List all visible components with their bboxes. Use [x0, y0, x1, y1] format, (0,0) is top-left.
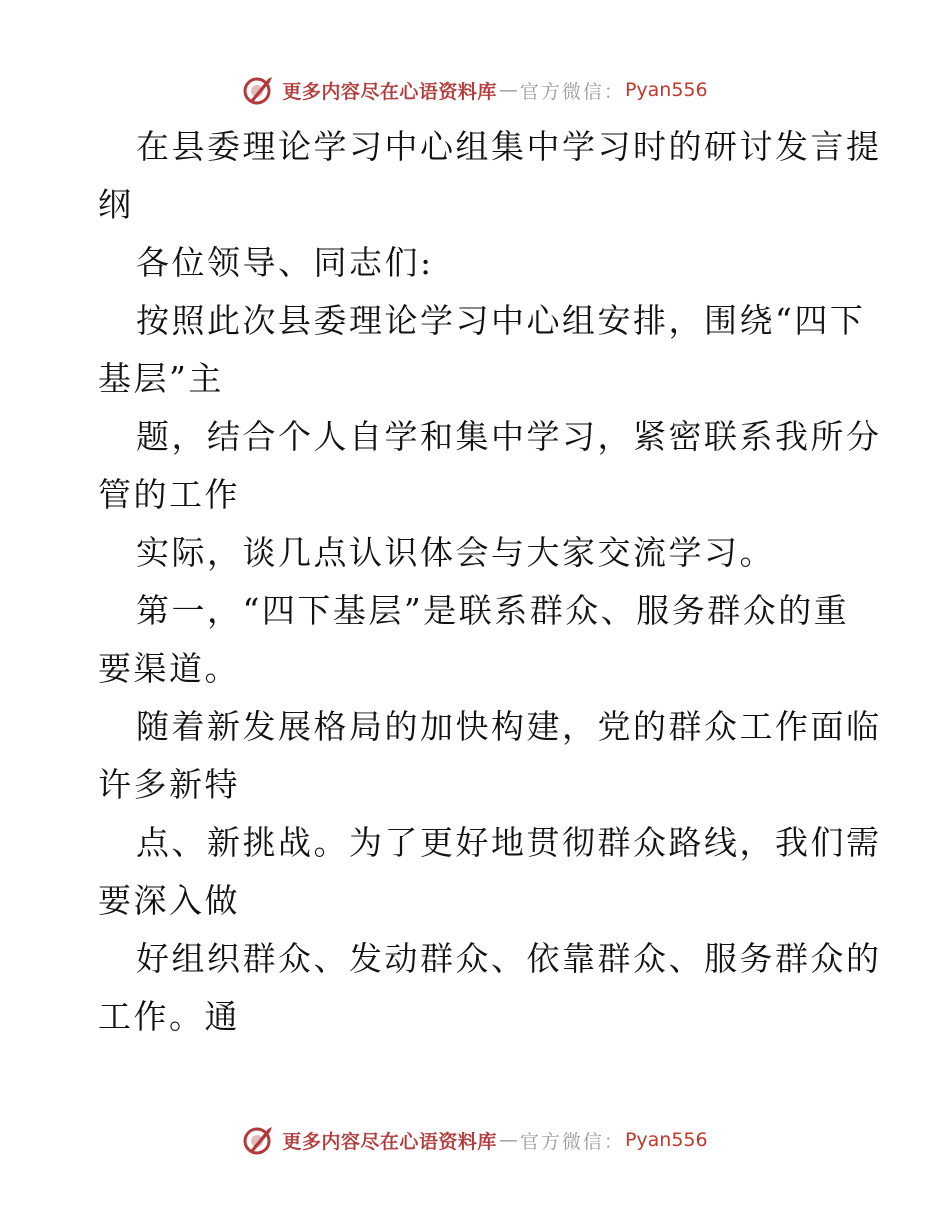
quill-circle-logo-icon — [242, 73, 276, 107]
banner-wechat-id: Pyan556 — [624, 1129, 708, 1151]
banner-text: 更多内容尽在心语资料库 — [282, 80, 497, 103]
section-heading-line: 第一，“四下基层”是联系群众、服务群众的重 — [136, 591, 850, 630]
quill-circle-logo-icon — [242, 1123, 276, 1157]
banner-wechat-id: Pyan556 — [624, 79, 708, 101]
paragraph-line: 管的工作 — [98, 475, 240, 514]
paragraph-line: 随着新发展格局的加快构建，党的群众工作面临 — [136, 707, 882, 746]
salutation: 各位领导、同志们: — [136, 243, 434, 282]
banner-separator: — — [498, 79, 518, 101]
section-heading-line: 要渠道。 — [98, 649, 240, 688]
paragraph-line: 许多新特 — [98, 765, 240, 804]
paragraph-line: 基层”主 — [98, 359, 224, 398]
footer-banner — [0, 1120, 950, 1160]
paragraph-line: 工作。通 — [98, 997, 240, 1036]
paragraph-line: 要深入做 — [98, 881, 240, 920]
paragraph-line: 实际，谈几点认识体会与大家交流学习。 — [136, 533, 775, 572]
paragraph-line: 好组织群众、发动群众、依靠群众、服务群众的 — [136, 939, 882, 978]
document-title-line-2: 纲 — [98, 185, 134, 224]
document-body — [98, 118, 882, 1046]
paragraph-line: 题，结合个人自学和集中学习，紧密联系我所分 — [136, 417, 882, 456]
banner-text: 更多内容尽在心语资料库 — [282, 1130, 497, 1153]
paragraph-line: 按照此次县委理论学习中心组安排，围绕“四下 — [136, 301, 866, 340]
header-banner — [0, 70, 950, 110]
banner-wechat-label: 官方微信： — [519, 1130, 625, 1153]
banner-wechat-label: 官方微信： — [519, 80, 625, 103]
document-title-line-1: 在县委理论学习中心组集中学习时的研讨发言提 — [136, 127, 882, 166]
banner-separator: — — [498, 1129, 518, 1151]
paragraph-line: 点、新挑战。为了更好地贯彻群众路线，我们需 — [136, 823, 882, 862]
